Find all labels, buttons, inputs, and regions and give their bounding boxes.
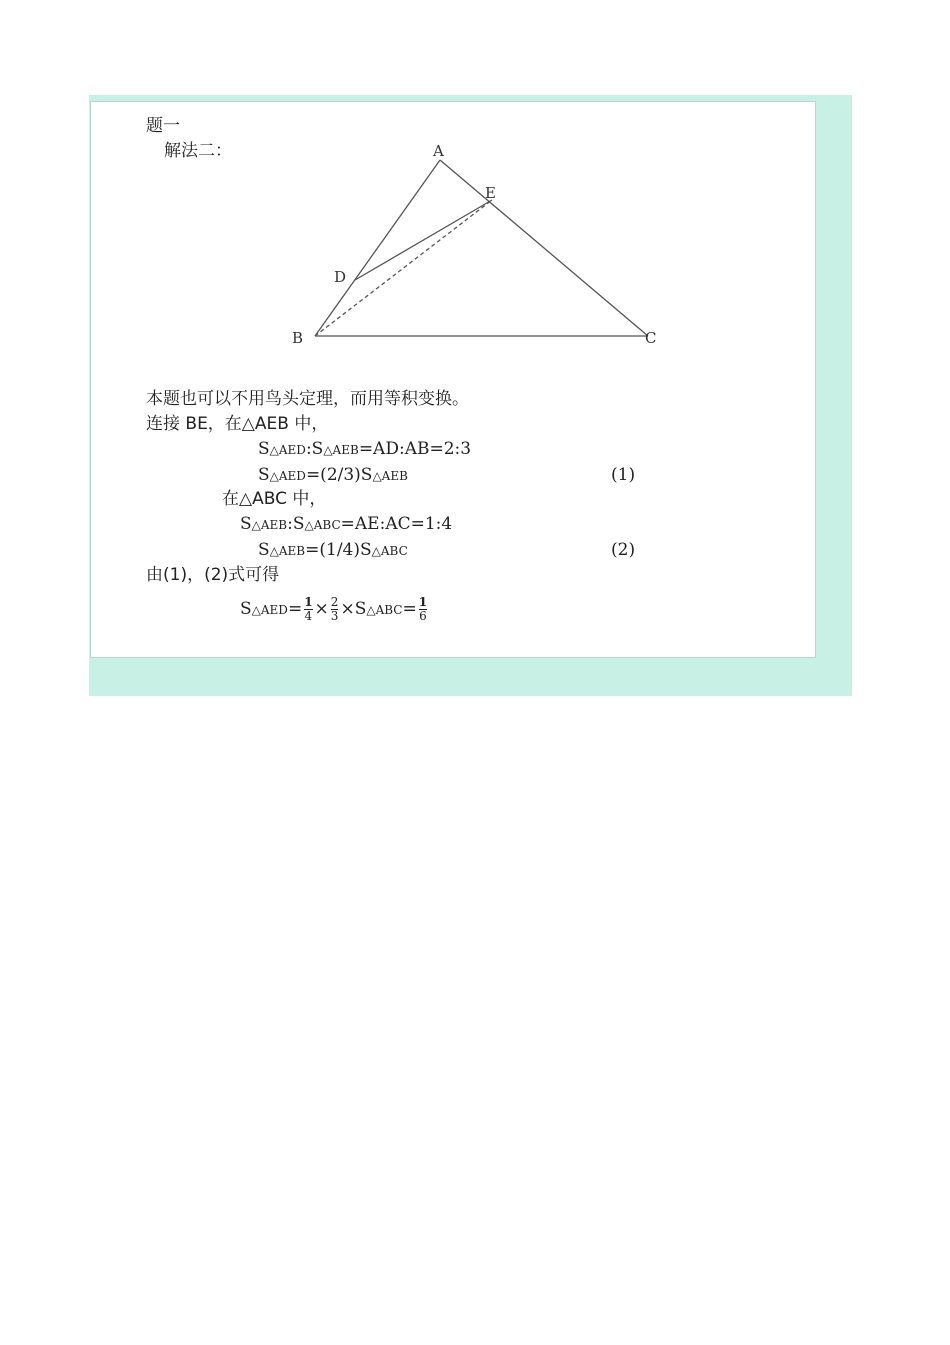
fraction-two-thirds: $\frac{2}{3}$ bbox=[330, 595, 339, 623]
conclusion-line: 由(1)，(2)式可得 bbox=[146, 565, 280, 585]
label-c: C bbox=[645, 329, 657, 347]
segment-de bbox=[355, 200, 492, 280]
fraction-one-sixth: $\frac{1}{6}$ bbox=[418, 595, 428, 623]
label-b: B bbox=[292, 329, 304, 347]
final-equation: S△AED= $\frac{1}{4}$ × $\frac{2}{3}$ ×S△ABC= $\frac{1}{6}$ bbox=[240, 595, 428, 623]
label-a: A bbox=[433, 142, 444, 160]
side-ab bbox=[315, 160, 440, 336]
intro-line: 本题也可以不用鸟头定理，而用等积变换。 bbox=[146, 389, 469, 409]
label-e: E bbox=[485, 184, 496, 202]
equation-1: S△AED:S△AEB=AD:AB=2:3 bbox=[258, 439, 472, 459]
problem-heading: 题一 bbox=[146, 116, 180, 136]
side-ac bbox=[440, 160, 648, 336]
label-d: D bbox=[334, 268, 347, 286]
fraction-one-quarter: $\frac{1}{4}$ bbox=[304, 595, 313, 623]
equation-tag-2: (2) bbox=[611, 540, 636, 560]
in-abc-line: 在△ABC 中， bbox=[222, 489, 327, 509]
equation-tag-1: (1) bbox=[611, 465, 636, 485]
equation-2: S△AED=(2/3)S△AEB bbox=[258, 465, 408, 485]
equation-3: S△AEB:S△ABC=AE:AC=1:4 bbox=[240, 514, 453, 534]
connect-line: 连接 BE，在△AEB 中， bbox=[146, 414, 329, 434]
method-label: 解法二： bbox=[164, 141, 232, 161]
equation-4: S△AEB=(1/4)S△ABC bbox=[258, 540, 408, 560]
